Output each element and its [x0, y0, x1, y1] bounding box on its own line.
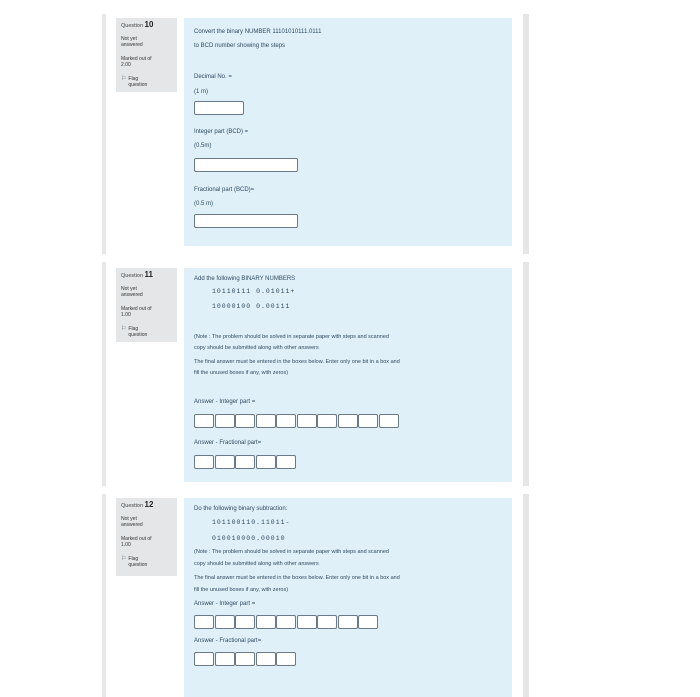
bit-input[interactable] — [235, 455, 255, 469]
bit-input[interactable] — [338, 615, 358, 629]
integer-bit-boxes — [194, 414, 399, 428]
flag-icon: ⚐ — [121, 556, 127, 562]
bit-input[interactable] — [276, 455, 296, 469]
bit-input[interactable] — [256, 615, 276, 629]
question-info — [116, 498, 177, 576]
bit-input[interactable] — [194, 455, 214, 469]
question-prompt: Convert the binary NUMBER 11101010111.0111 — [194, 29, 322, 35]
question-status: Not yet answered — [121, 516, 143, 528]
bit-input[interactable] — [256, 455, 276, 469]
note-line-4: fill the unused boxes if any, with zeros) — [194, 370, 289, 376]
bit-input[interactable] — [215, 414, 235, 428]
decimal-marks: (1 m) — [194, 89, 208, 95]
question-number: Question 10 — [121, 20, 154, 29]
bit-input[interactable] — [235, 414, 255, 428]
bit-input[interactable] — [358, 414, 378, 428]
bit-input[interactable] — [194, 615, 214, 629]
fraction-label: Fractional part (BCD)= — [194, 187, 255, 193]
integer-bit-boxes — [194, 615, 378, 629]
left-border — [102, 14, 106, 254]
note-line-4: fill the unused boxes if any, with zeros) — [194, 587, 289, 593]
left-border — [102, 262, 106, 486]
fraction-bit-boxes — [194, 652, 296, 666]
question-status: Not yet answered — [121, 286, 143, 298]
bit-input[interactable] — [276, 615, 296, 629]
question-12 — [0, 494, 700, 697]
question-marks: Marked out of 2.00 — [121, 56, 152, 68]
question-10 — [0, 14, 700, 254]
bit-input[interactable] — [194, 652, 214, 666]
bit-input[interactable] — [235, 615, 255, 629]
flag-icon: ⚐ — [121, 76, 127, 82]
question-number: Question 12 — [121, 500, 154, 509]
question-prompt-2: to BCD number showing the steps — [194, 43, 286, 49]
note-line-1: (Note : The problem should be solved in separate paper with steps and scanned — [194, 334, 389, 340]
integer-label: Integer part (BCD) = — [194, 129, 249, 135]
question-marks: Marked out of 1.00 — [121, 536, 152, 548]
operand-1: 101100110.11011- — [212, 519, 291, 526]
fraction-bit-boxes — [194, 455, 296, 469]
bit-input[interactable] — [338, 414, 358, 428]
bit-input[interactable] — [256, 414, 276, 428]
question-number: Question 11 — [121, 270, 154, 279]
bit-input[interactable] — [297, 615, 317, 629]
note-line-2: copy should be submitted along with other answers — [194, 561, 319, 567]
bit-input[interactable] — [215, 615, 235, 629]
flag-question-link[interactable]: ⚐ Flag question — [121, 326, 148, 338]
question-prompt: Add the following BINARY NUMBERS — [194, 276, 296, 282]
flag-icon: ⚐ — [121, 326, 127, 332]
bit-input[interactable] — [215, 652, 235, 666]
bit-input[interactable] — [297, 414, 317, 428]
bit-input[interactable] — [317, 615, 337, 629]
bit-input[interactable] — [256, 652, 276, 666]
bit-input[interactable] — [276, 414, 296, 428]
integer-bcd-input[interactable] — [194, 158, 298, 172]
note-line-3: The final answer must be entered in the boxes below. Enter only one bit in a box and — [194, 359, 400, 365]
question-11 — [0, 262, 700, 486]
bit-input[interactable] — [194, 414, 214, 428]
fractional-part-label: Answer - Fractional part= — [194, 638, 262, 644]
note-line-2: copy should be submitted along with other answers — [194, 345, 319, 351]
question-marks: Marked out of 1.00 — [121, 306, 152, 318]
integer-part-label: Answer - Integer part = — [194, 601, 256, 607]
flag-question-link[interactable]: ⚐ Flag question — [121, 76, 148, 88]
operand-1: 10110111 0.01011+ — [212, 288, 296, 295]
question-info — [116, 18, 177, 92]
note-line-1: (Note : The problem should be solved in separate paper with steps and scanned — [194, 549, 389, 555]
left-border — [102, 494, 106, 697]
fraction-marks: (0.5 m) — [194, 201, 214, 207]
operand-2: 10000100 0.00111 — [212, 303, 291, 310]
integer-part-label: Answer - Integer part = — [194, 399, 256, 405]
integer-marks: (0.5m) — [194, 143, 212, 149]
right-border — [523, 14, 529, 254]
bit-input[interactable] — [358, 615, 378, 629]
bit-input[interactable] — [379, 414, 399, 428]
bit-input[interactable] — [215, 455, 235, 469]
note-line-3: The final answer must be entered in the boxes below. Enter only one bit in a box and — [194, 575, 400, 581]
fraction-bcd-input[interactable] — [194, 214, 298, 228]
bit-input[interactable] — [276, 652, 296, 666]
decimal-input[interactable] — [194, 101, 244, 115]
question-content — [184, 18, 512, 246]
question-info — [116, 268, 177, 342]
question-status: Not yet answered — [121, 36, 143, 48]
question-content — [184, 498, 512, 697]
right-border — [523, 262, 529, 486]
fractional-part-label: Answer - Fractional part= — [194, 440, 262, 446]
bit-input[interactable] — [235, 652, 255, 666]
question-content — [184, 268, 512, 482]
flag-question-link[interactable]: ⚐ Flag question — [121, 556, 148, 568]
right-border — [523, 494, 529, 697]
decimal-label: Decimal No. = — [194, 74, 232, 80]
question-prompt: Do the following binary subtraction: — [194, 506, 288, 512]
bit-input[interactable] — [317, 414, 337, 428]
operand-2: 010010000.00010 — [212, 535, 286, 542]
